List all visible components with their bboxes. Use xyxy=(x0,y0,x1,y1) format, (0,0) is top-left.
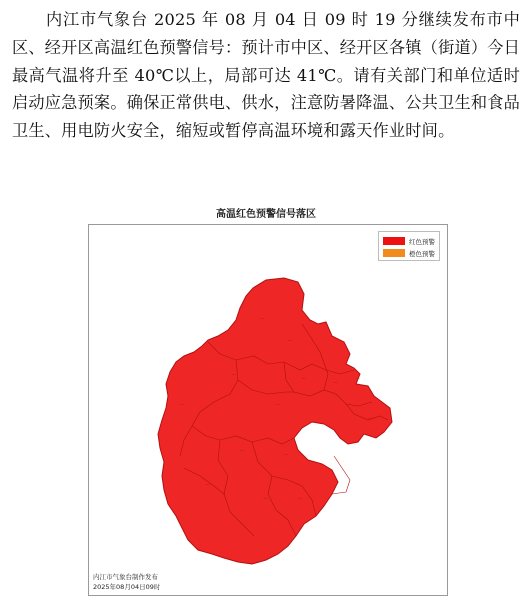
svg-text:···: ··· xyxy=(302,376,306,381)
map-legend xyxy=(378,231,440,261)
svg-text:···: ··· xyxy=(240,448,244,453)
legend-item-orange xyxy=(383,248,435,258)
svg-text:···: ··· xyxy=(298,496,302,501)
svg-text:···: ··· xyxy=(276,402,280,407)
svg-text:···: ··· xyxy=(368,416,372,421)
svg-text:···: ··· xyxy=(180,402,184,407)
warning-article-text: 内江市气象台 2025 年 08 月 04 日 09 时 19 分继续发布市中区、经开区高温红色预警信号：预计市中区、经开区各镇（街道）今日最高气温将升至 40℃以上，局部可达 41℃。请有关部门和单位适时启动应急预案。确保正常供电、供水，注意防暑降温、公共卫生和食品卫生、用电防火安全，缩短或暂停高温环境和露天作业时间。 xyxy=(12,10,521,141)
legend-label-orange: 橙色预警 xyxy=(409,249,435,258)
warning-region-shape xyxy=(158,278,392,564)
legend-label-red: 红色预警 xyxy=(409,237,435,246)
issuer-caption xyxy=(93,572,160,592)
warning-area-map xyxy=(88,224,448,596)
issue-time: 2025年08月04日09时 xyxy=(93,583,161,591)
svg-text:···: ··· xyxy=(260,316,264,321)
svg-text:···: ··· xyxy=(334,380,338,385)
legend-swatch-red xyxy=(383,237,405,245)
svg-text:···: ··· xyxy=(264,496,268,501)
svg-text:···: ··· xyxy=(206,482,210,487)
map-title: 高温红色预警信号落区 xyxy=(216,209,316,220)
legend-swatch-orange xyxy=(383,249,405,257)
svg-text:···: ··· xyxy=(232,372,236,377)
issuer-name: 内江市气象台制作发布 xyxy=(93,573,158,581)
svg-text:···: ··· xyxy=(288,338,292,343)
svg-text:···: ··· xyxy=(284,452,288,457)
legend-item-red xyxy=(383,236,435,246)
svg-text:···: ··· xyxy=(356,376,360,381)
